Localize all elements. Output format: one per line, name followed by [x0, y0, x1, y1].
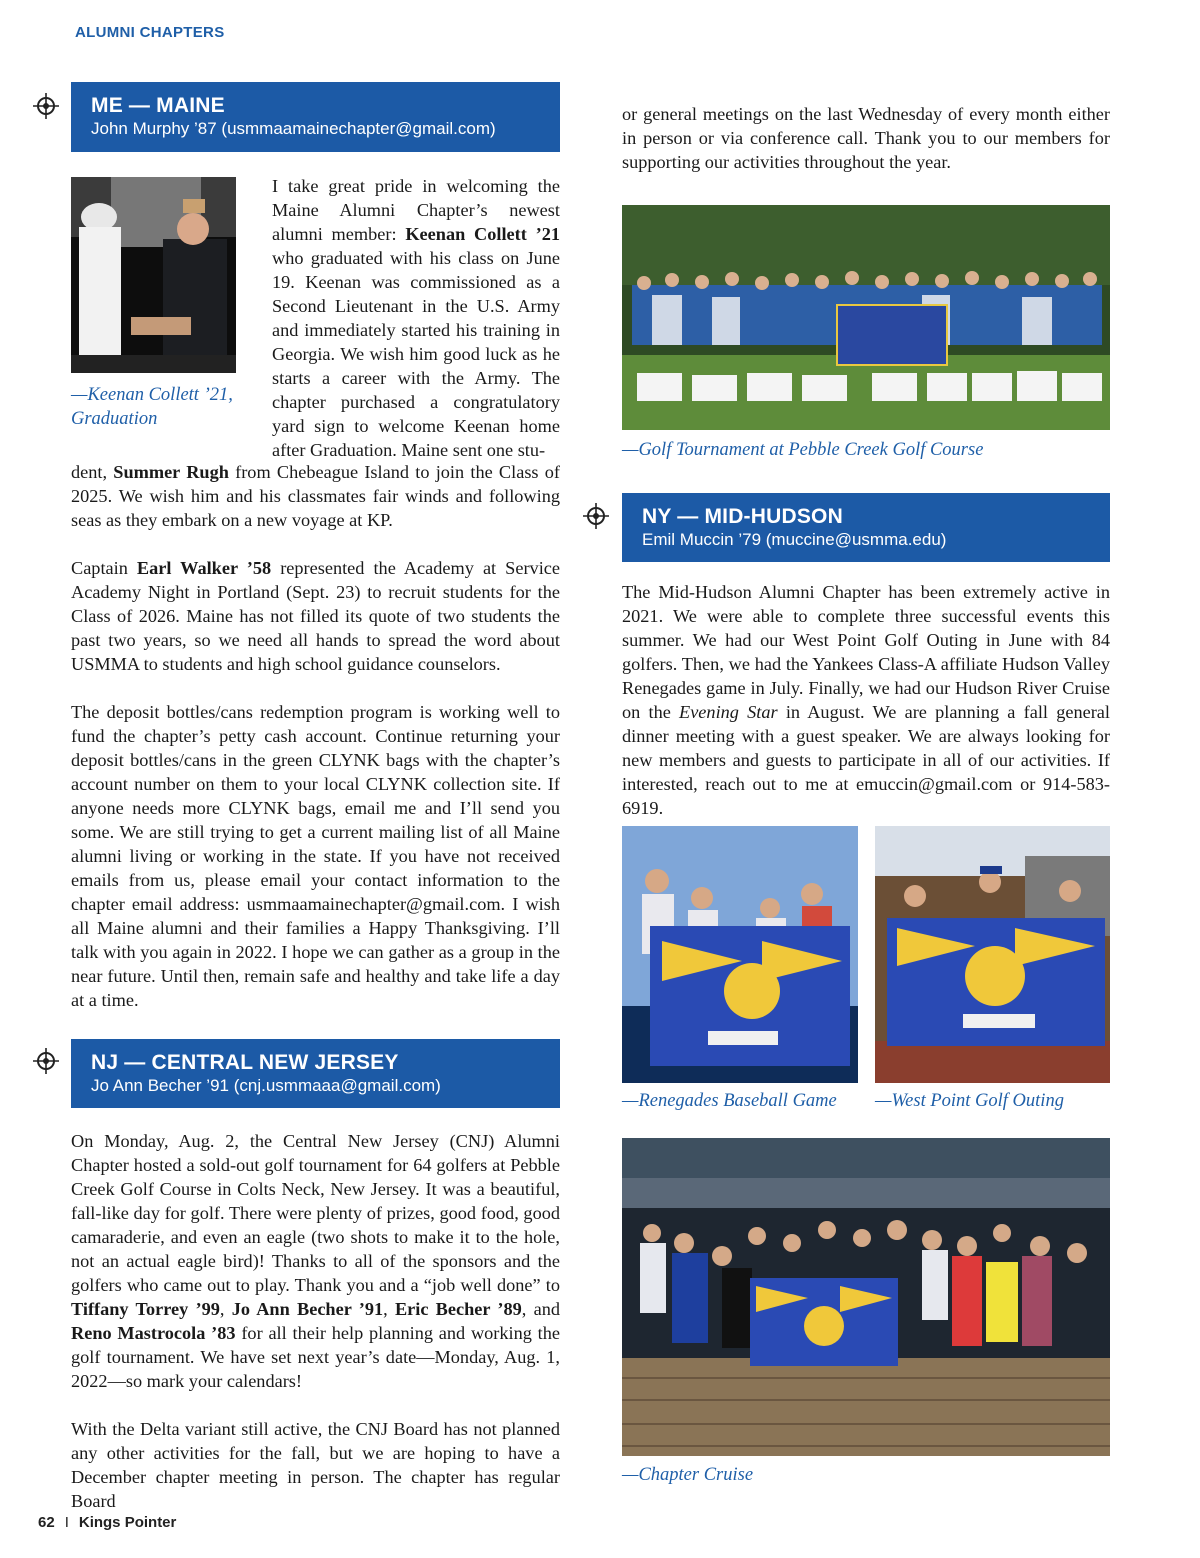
- boat-name: Evening Star: [679, 702, 778, 722]
- paragraph: [71, 460, 560, 532]
- maine-title: ME — MAINE: [91, 94, 225, 117]
- compass-icon: [33, 93, 59, 119]
- page-footer: [38, 1514, 176, 1531]
- paragraph: [71, 556, 560, 676]
- body-text: who graduated with his class on June 19. Keenan was commissioned as a Second Lieutenant in the U.S. Army and immediately started his training in Georgia. We wish him good luck as he starts a career with the Army. The chapter purchased a congratulatory yard sign to welcome Keenan home after Graduation. Maine sent one stu-: [272, 248, 560, 460]
- golf-caption: —Golf Tournament at Pebble Creek Golf Course: [622, 440, 984, 460]
- paragraph: [622, 580, 1110, 820]
- page-number: 62: [38, 1514, 55, 1531]
- caption-line: Graduation: [71, 409, 158, 429]
- body-text: represented the Academy at Service Academy Night in Portland (Sept. 23) to recruit students for the Class of 2026. Maine has not filled its quote of two students the past two years, so we need all hands to spread the word about USMMA to students and high school guidance counselors.: [71, 558, 561, 674]
- body-text: On Monday, Aug. 2, the Central New Jersey (CNJ) Alumni Chapter hosted a sold-out golf tournament for 64 golfers at Pebble Creek Golf Course in Colts Neck, New Jersey. It was a beautiful, fall-like day for golf. There were plenty of prizes, good food, good camaraderie, and even an eagle (two shots to make it to the hole, not an actual eagle bird)! Thanks to all of the sponsors and the golfers who came out to play. Thank you and a “job well done” to: [71, 1131, 560, 1295]
- west-point-photo: [875, 826, 1110, 1083]
- baseball-photo: [622, 826, 858, 1083]
- nj-body-continued: [622, 102, 1110, 174]
- nj-banner: [71, 1039, 560, 1108]
- paragraph: or general meetings on the last Wednesday of every month either in person or via conference call. Thank you to our members for supporting our activities throughout the year.: [622, 104, 1110, 172]
- maine-banner: [71, 82, 560, 152]
- body-text: ,: [383, 1299, 395, 1319]
- golf-tournament-photo: [622, 205, 1110, 430]
- paragraph: The deposit bottles/cans redemption program is working well to fund the chapter’s petty cash account. Continue returning your deposit bottles/cans in the green CLYNK bags with the chapter’s account number on them to your local CLYNK collection site. If anyone needs more CLYNK bags, email me and I’ll send you some. We are still trying to get a current mailing list of all Maine alumni living or working in the state. If you have not received emails from us, please email your contact information to the chapter email address: usmmaamainechapter@gmail.com. I wish all Maine alumni and their families a Happy Thanksgiving. I’ll talk with you again in 2022. I hope we can gather as a group in the near future. Until then, remain safe and healthy and take life a day at a time.: [71, 702, 560, 1010]
- body-text: in August. We are planning a fall general dinner meeting with a guest speaker. We are always looking for new members and guests to participate in all of our activities. If interested, reach out to me at emuccin@gmail.com or 914-583-6919.: [622, 702, 1110, 818]
- nj-title: NJ — CENTRAL NEW JERSEY: [91, 1051, 399, 1074]
- maine-wrap-text: [272, 174, 560, 462]
- ny-contact: Emil Muccin ’79 (muccine@usmma.edu): [642, 530, 947, 549]
- compass-icon: [33, 1048, 59, 1074]
- member-name: Earl Walker ’58: [136, 558, 272, 578]
- paragraph: [71, 1129, 560, 1393]
- body-text: dent,: [71, 462, 114, 482]
- member-name: Reno Mastrocola ’83: [71, 1323, 236, 1343]
- cruise-caption: —Chapter Cruise: [622, 1465, 754, 1485]
- publication-name: Kings Pointer: [78, 1514, 177, 1531]
- member-name: Keenan Collett ’21: [405, 224, 560, 244]
- baseball-caption: —Renegades Baseball Game: [622, 1091, 837, 1111]
- body-text: ,: [219, 1299, 232, 1319]
- member-name: Jo Ann Becher ’91: [231, 1299, 384, 1319]
- nj-contact: Jo Ann Becher ’91 (cnj.usmmaaa@gmail.com): [91, 1076, 441, 1095]
- member-name: Eric Becher ’89: [394, 1299, 522, 1319]
- cruise-photo: [622, 1138, 1110, 1456]
- ny-banner: [622, 493, 1110, 562]
- body-text: I take great pride in welcoming the Maine Alumni Chapter’s newest alumni member:: [272, 176, 560, 244]
- ny-body: [622, 580, 1110, 820]
- caption-line: —Keenan Collett ’21,: [71, 385, 233, 405]
- body-text: from Chebeague Island to join the Class of 2025. We wish him and his classmates fair winds and following seas as they embark on a new voyage at KP.: [71, 462, 561, 530]
- member-name: Summer Rugh: [113, 462, 229, 482]
- body-text: , and: [521, 1299, 560, 1319]
- graduation-photo: [71, 177, 236, 373]
- nj-body: [71, 1129, 560, 1513]
- body-text: The Mid-Hudson Alumni Chapter has been extremely active in 2021. We were able to complete three successful events this summer. We had our West Point Golf Outing in June with 84 golfers. Then, we had the Yankees Class-A affiliate Hudson Valley Renegades game in July. Finally, we had our Hudson River Cruise on the: [622, 582, 1110, 722]
- footer-separator: I: [64, 1514, 69, 1531]
- maine-contact: John Murphy ’87 (usmmaamainechapter@gmail.com): [91, 119, 496, 138]
- body-text: for all their help planning and working the golf tournament. We have set next year’s date—Monday, Aug. 1, 2022—so mark your calendars!: [71, 1323, 560, 1391]
- paragraph: With the Delta variant still active, the CNJ Board has not planned any other activities for the fall, but we are hoping to have a December chapter meeting in person. The chapter has regular Board: [71, 1419, 560, 1511]
- member-name: Tiffany Torrey ’99: [71, 1299, 220, 1319]
- running-head: ALUMNI CHAPTERS: [75, 24, 225, 41]
- graduation-caption: [71, 383, 233, 431]
- maine-body: [71, 460, 560, 1012]
- compass-icon: [583, 503, 609, 529]
- ny-title: NY — MID-HUDSON: [642, 505, 843, 528]
- west-point-caption: —West Point Golf Outing: [875, 1091, 1064, 1111]
- body-text: Captain: [71, 558, 137, 578]
